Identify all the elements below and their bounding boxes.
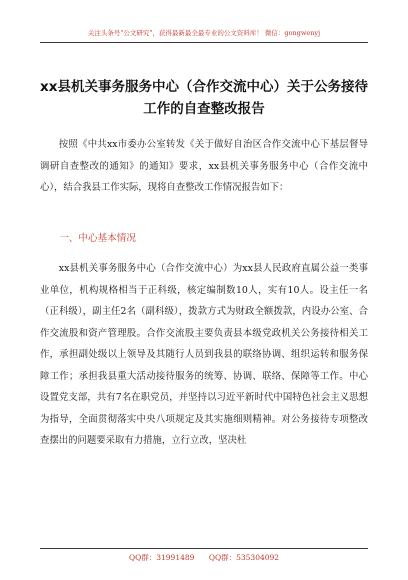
section-heading: 一、中心基本情况 <box>59 233 136 244</box>
header-banner: 关注头条号"公文研究"，获得最新最全最专业的公文资料库！ 微信：gongwenyj <box>40 26 368 43</box>
footer <box>40 548 368 566</box>
intro-paragraph: 按照《中共xx市委办公室转发《关于做好自治区合作交流中心下基层督导调研自查整改的通知》的通知》要求，xx县机关事务服务中心（合作交流中心），结合我县工作实际，现将自查整改工作情况报告如下： <box>40 139 368 193</box>
footer-qq-group: QQ群：31991489 <box>128 553 195 562</box>
document-title: xx县机关事务服务中心（合作交流中心）关于公务接待工作的自查整改报告 <box>40 79 368 117</box>
section-paragraph: xx县机关事务服务中心（合作交流中心）为xx县人民政府直属公益一类事业单位，机构规格相当于正科级，核定编制数10人，实有10人。设主任一名（正科级），副主任2名（副科级），拨款方式为财政全额拨款，内设办公室、合作交流股和资产管理股。合作交流股主要负责县本级党政机关公务接待相关工作，承担副处级以上领导及其随行人员到我县的联络协调、组织运转和服务保障工作；承担我县重大活动接待服务的统筹、协调、联络、保障等工作。中心设置党支部，共有7名在职党员，并坚持以习近平新时代中国特色社会主义思想为指导，全面贯彻落实中央八项规定及其实施细则精神。对公务接待专项整改查摆出的问题要采取有力措施，立行立改，坚决杜 <box>40 263 368 446</box>
footer-qq-group-2: QQ群：535304092 <box>208 553 280 562</box>
